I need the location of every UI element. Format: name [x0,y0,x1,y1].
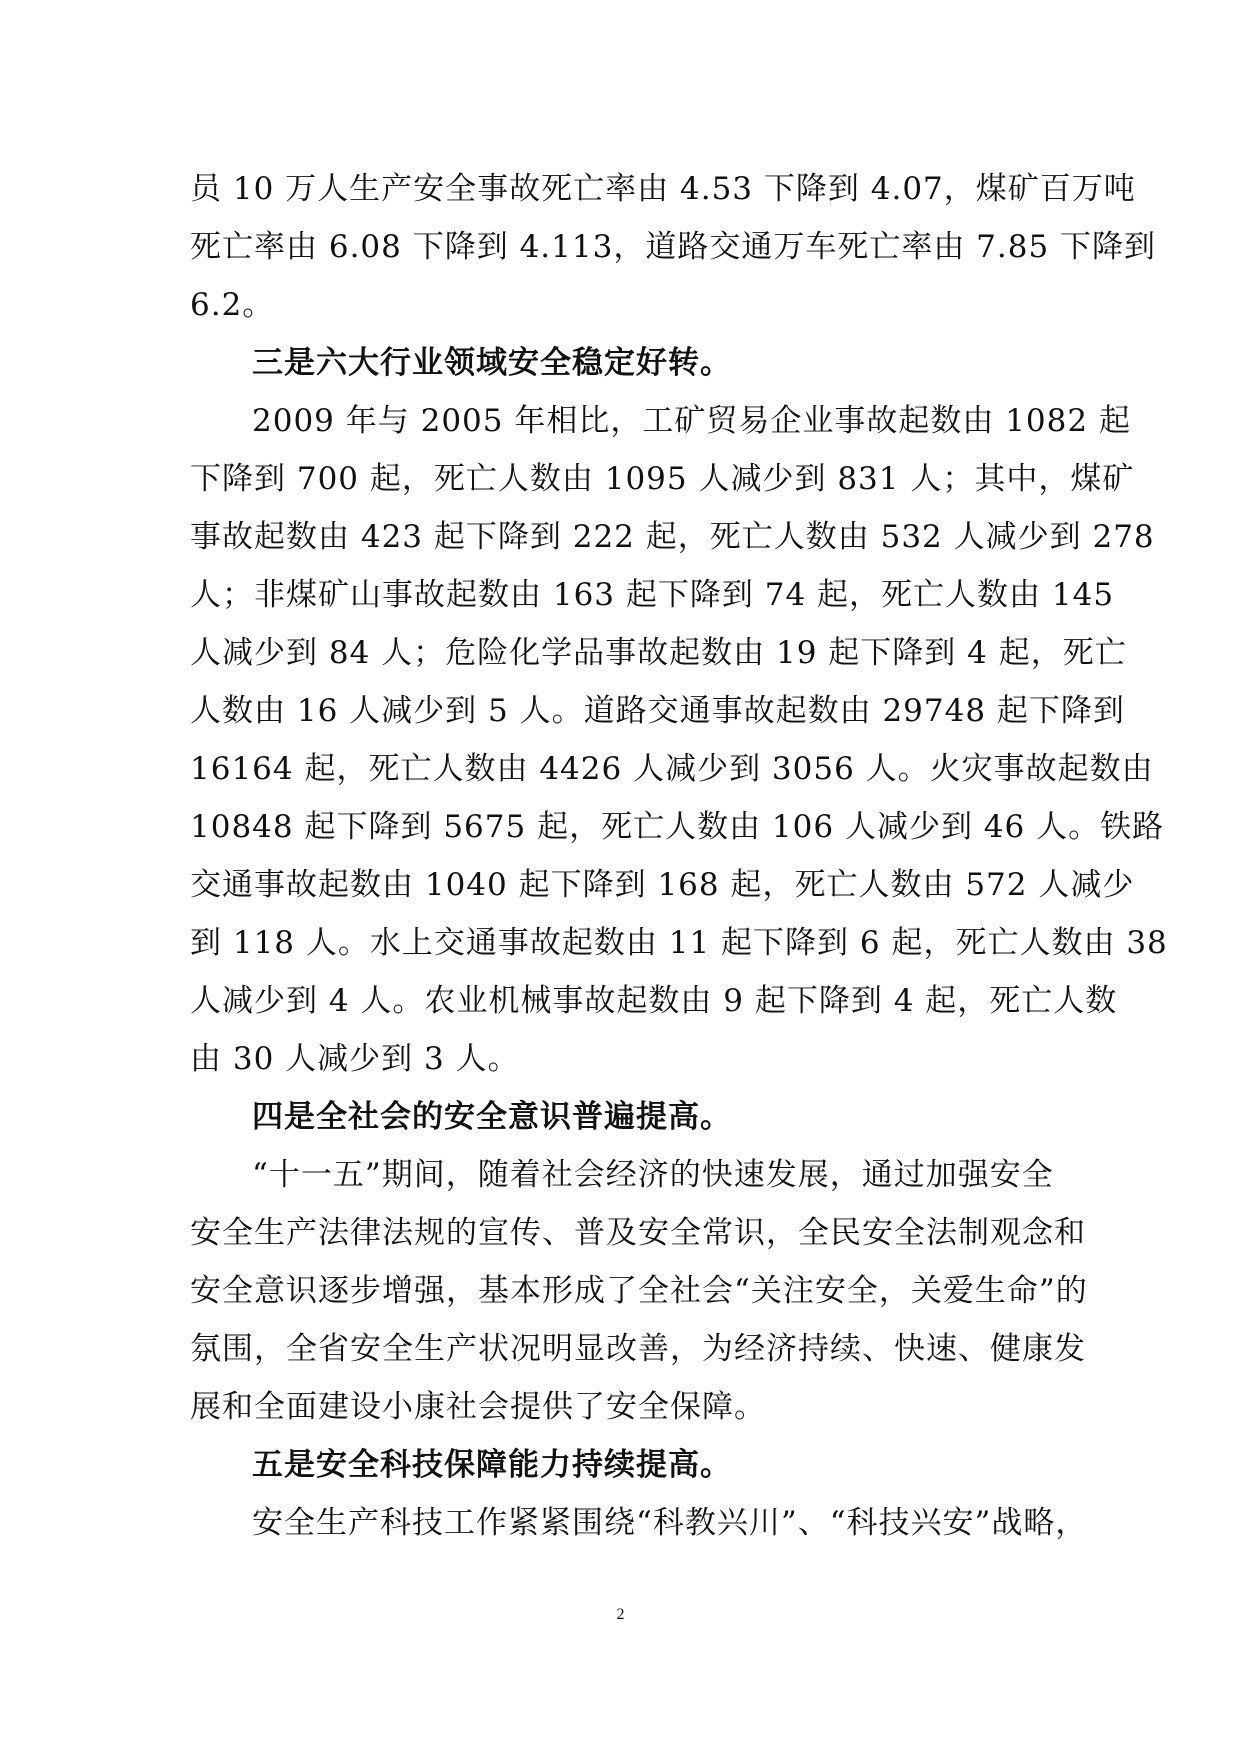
text-line: 人减少到 84 人；危险化学品事故起数由 19 起下降到 4 起，死亡 [190,635,1127,671]
text-line: 16164 起，死亡人数由 4426 人减少到 3056 人。火灾事故起数由 [190,751,1154,787]
text-line: 事故起数由 423 起下降到 222 起，死亡人数由 532 人减少到 278 [190,519,1155,555]
section-heading: 四是全社会的安全意识普遍提高。 [252,1099,732,1135]
text-line: 10848 起下降到 5675 起，死亡人数由 106 人减少到 46 人。铁路 [190,809,1165,845]
text-line: 人数由 16 人减少到 5 人。道路交通事故起数由 29748 起下降到 [190,693,1125,729]
text-line: 死亡率由 6.08 下降到 4.113，道路交通万车死亡率由 7.85 下降到 [190,229,1157,265]
text-line: 由 30 人减少到 3 人。 [190,1041,520,1077]
text-line: 展和全面建设小康社会提供了安全保障。 [190,1389,766,1425]
text-line: 氛围，全省安全生产状况明显改善，为经济持续、快速、健康发 [190,1331,1086,1367]
text-line: 安全意识逐步增强，基本形成了全社会“关注安全，关爱生命”的 [190,1273,1088,1309]
text-line: 6.2。 [190,287,275,323]
text-line: 安全生产法律法规的宣传、普及安全常识，全民安全法制观念和 [190,1215,1086,1251]
text-line: 到 118 人。水上交通事故起数由 11 起下降到 6 起，死亡人数由 38 [190,925,1168,961]
paragraph-start: 2009 年与 2005 年相比，工矿贸易企业事故起数由 1082 起 [252,403,1131,439]
text-line: 人减少到 4 人。农业机械事故起数由 9 起下降到 4 起，死亡人数 [190,983,1118,1019]
section-heading: 三是六大行业领域安全稳定好转。 [252,345,732,381]
text-line: 员 10 万人生产安全事故死亡率由 4.53 下降到 4.07，煤矿百万吨 [190,171,1136,207]
text-line: 人；非煤矿山事故起数由 163 起下降到 74 起，死亡人数由 145 [190,577,1115,613]
paragraph-start: 安全生产科技工作紧紧围绕“科教兴川”、“科技兴安”战略， [252,1505,1088,1541]
document-body [190,160,1168,1552]
paragraph-start: “十一五”期间，随着社会经济的快速发展，通过加强安全 [252,1157,1054,1193]
text-line: 交通事故起数由 1040 起下降到 168 起，死亡人数由 572 人减少 [190,867,1135,903]
page-number: 2 [616,1606,625,1623]
text-line: 下降到 700 起，死亡人数由 1095 人减少到 831 人；其中，煤矿 [190,461,1135,497]
section-heading: 五是安全科技保障能力持续提高。 [252,1447,732,1483]
